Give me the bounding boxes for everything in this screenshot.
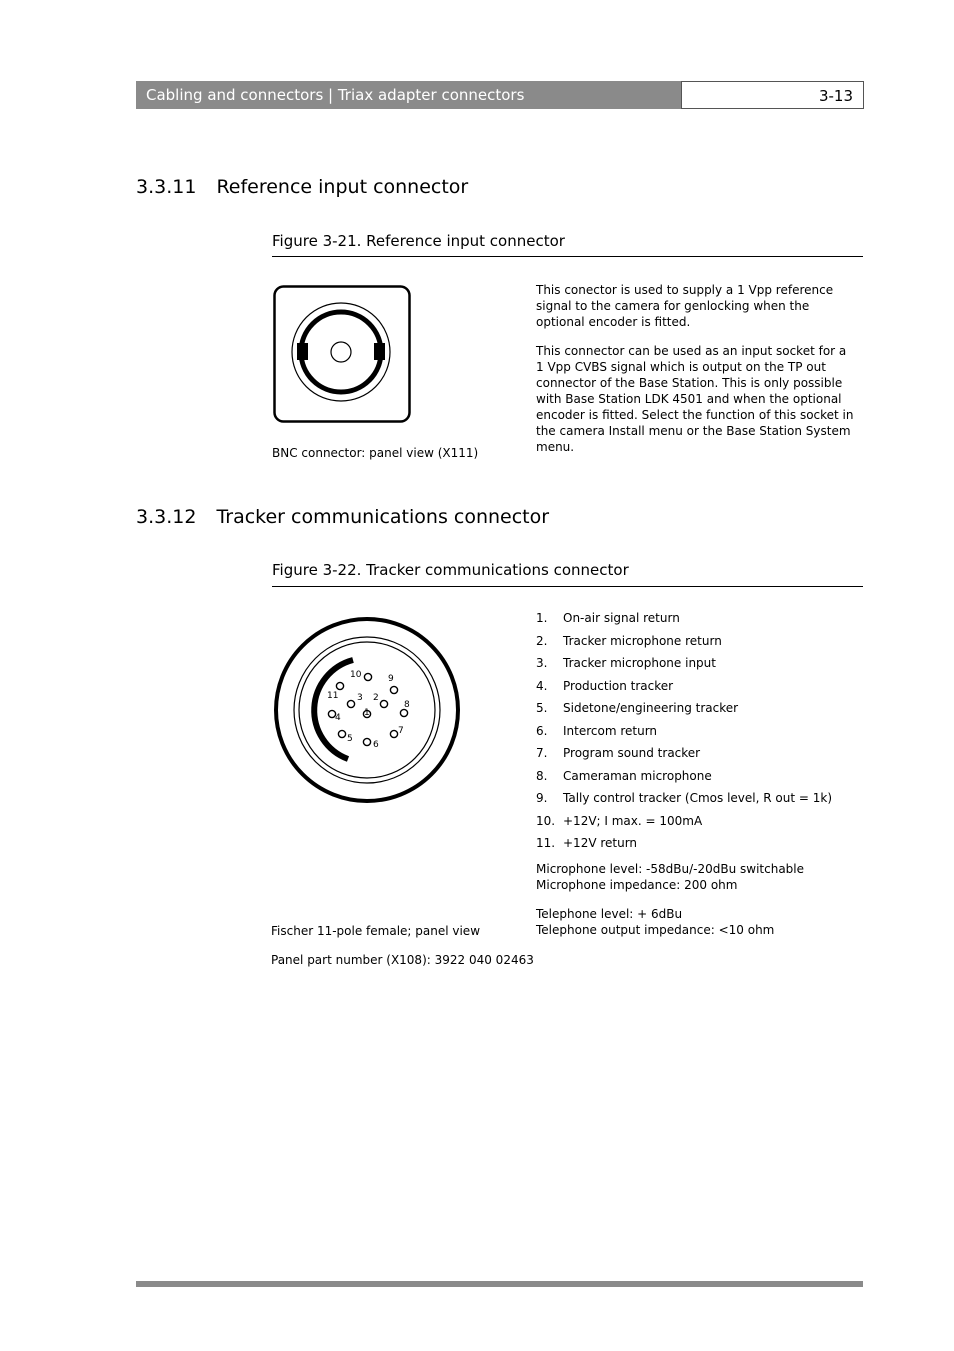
connector-pin — [336, 682, 343, 689]
part-number: Panel part number (X108): 3922 040 02463 — [271, 953, 534, 967]
pin-number: 3. — [536, 656, 548, 670]
connector-pin — [364, 673, 371, 680]
pin-list-item — [536, 724, 657, 738]
pin-list-item — [536, 814, 702, 828]
pin-label: Tracker microphone input — [563, 656, 716, 670]
connector-pin-label: 4 — [335, 713, 341, 723]
footer-bar — [136, 1281, 863, 1287]
pin-list-item — [536, 791, 832, 805]
pin-number: 6. — [536, 723, 548, 738]
section-number: 3.3.11 — [136, 176, 197, 198]
section-title: Reference input connector — [216, 176, 469, 198]
section-heading-3-3-11 — [136, 176, 468, 198]
connector-pin-label: 8 — [404, 700, 410, 710]
bnc-lug-left — [297, 343, 308, 360]
pin-list-item — [536, 611, 680, 625]
mic-impedance: Microphone impedance: 200 ohm — [536, 878, 738, 892]
connector-pin-label: 2 — [373, 693, 379, 703]
connector-pin — [338, 730, 345, 737]
connector-pin-label: 5 — [347, 734, 353, 744]
pin-list-item — [536, 746, 700, 760]
pin-list-item — [536, 769, 712, 783]
fischer-key-arc — [314, 660, 353, 759]
connector-pin-label: 6 — [373, 740, 379, 750]
header-title: Cabling and connectors | Triax adapter connectors — [146, 86, 525, 104]
mic-level: Microphone level: -58dBu/-20dBu switchable — [536, 862, 805, 876]
tel-impedance: Telephone output impedance: <10 ohm — [536, 923, 775, 937]
bnc-caption: BNC connector: panel view (X111) — [272, 446, 479, 460]
pin-label: +12V; I max. = 100mA — [563, 813, 703, 828]
pin-label: Sidetone/engineering tracker — [563, 701, 739, 715]
pin-number: 2. — [536, 633, 548, 648]
bnc-center-pin — [331, 342, 351, 362]
reference-paragraph-1: This conector is used to supply a 1 Vpp reference signal to the camera for genlocking when the optional encoder is fitted. — [536, 283, 834, 329]
pin-group — [327, 670, 410, 750]
pin-number: 7. — [536, 746, 548, 760]
pin-list-item — [536, 701, 738, 715]
pin-label: Cameraman microphone — [563, 768, 712, 783]
pin-label: Intercom return — [563, 723, 658, 738]
connector-pin-label: 10 — [350, 670, 362, 680]
pin-label: +12V return — [563, 836, 638, 850]
header-page-box — [681, 81, 864, 109]
section-title: Tracker communications connector — [216, 506, 550, 528]
pin-list-item — [536, 656, 716, 670]
pin-label: Program sound tracker — [563, 746, 701, 760]
bnc-connector-diagram — [272, 284, 412, 424]
page-number: 3-13 — [818, 87, 853, 105]
pin-number: 1. — [536, 611, 548, 625]
connector-pin — [390, 686, 397, 693]
figure-rule — [272, 586, 863, 587]
pin-number: 4. — [536, 678, 548, 693]
reference-paragraph-2: This connector can be used as an input socket for a 1 Vpp CVBS signal which is output on the TP out connector of the Base Station. This is only possible with Base Station LDK 4501 and when the optional encoder is fitted. Select the function of this socket in the camera Install menu or the Base Station System menu. — [536, 344, 854, 454]
pin-label: On-air signal return — [563, 611, 680, 625]
pin-list-item — [536, 679, 673, 693]
bnc-lug-right — [374, 343, 385, 360]
section-heading-3-3-12 — [136, 506, 549, 528]
fischer-caption: Fischer 11-pole female; panel view — [271, 924, 481, 938]
figure-title: Figure 3-22. Tracker communications connector — [272, 561, 629, 579]
pin-list-item — [536, 634, 722, 648]
pin-number: 10. — [536, 813, 556, 828]
figure-rule — [272, 256, 863, 257]
pin-label: Tally control tracker (Cmos level, R out = 1k) — [563, 791, 833, 805]
connector-pin-label: 9 — [388, 674, 394, 684]
pin-label: Production tracker — [563, 678, 674, 693]
connector-pin — [400, 709, 407, 716]
pin-number: 5. — [536, 701, 548, 715]
pin-number: 11. — [536, 836, 556, 850]
connector-pin-label: 3 — [357, 693, 363, 703]
figure-title: Figure 3-21. Reference input connector — [272, 232, 565, 250]
connector-pin — [390, 730, 397, 737]
section-number: 3.3.12 — [136, 506, 197, 528]
fischer-connector-diagram — [272, 614, 464, 806]
connector-pin — [380, 700, 387, 707]
pin-number: 8. — [536, 768, 548, 783]
pin-number: 9. — [536, 791, 548, 805]
connector-pin — [347, 700, 354, 707]
pin-label: Tracker microphone return — [563, 633, 722, 648]
connector-pin-label: 1 — [364, 708, 370, 718]
tel-level: Telephone level: + 6dBu — [536, 907, 683, 921]
pin-list-item — [536, 836, 637, 850]
connector-pin — [363, 738, 370, 745]
connector-pin-label: 11 — [327, 691, 339, 701]
connector-pin-label: 7 — [398, 726, 404, 736]
